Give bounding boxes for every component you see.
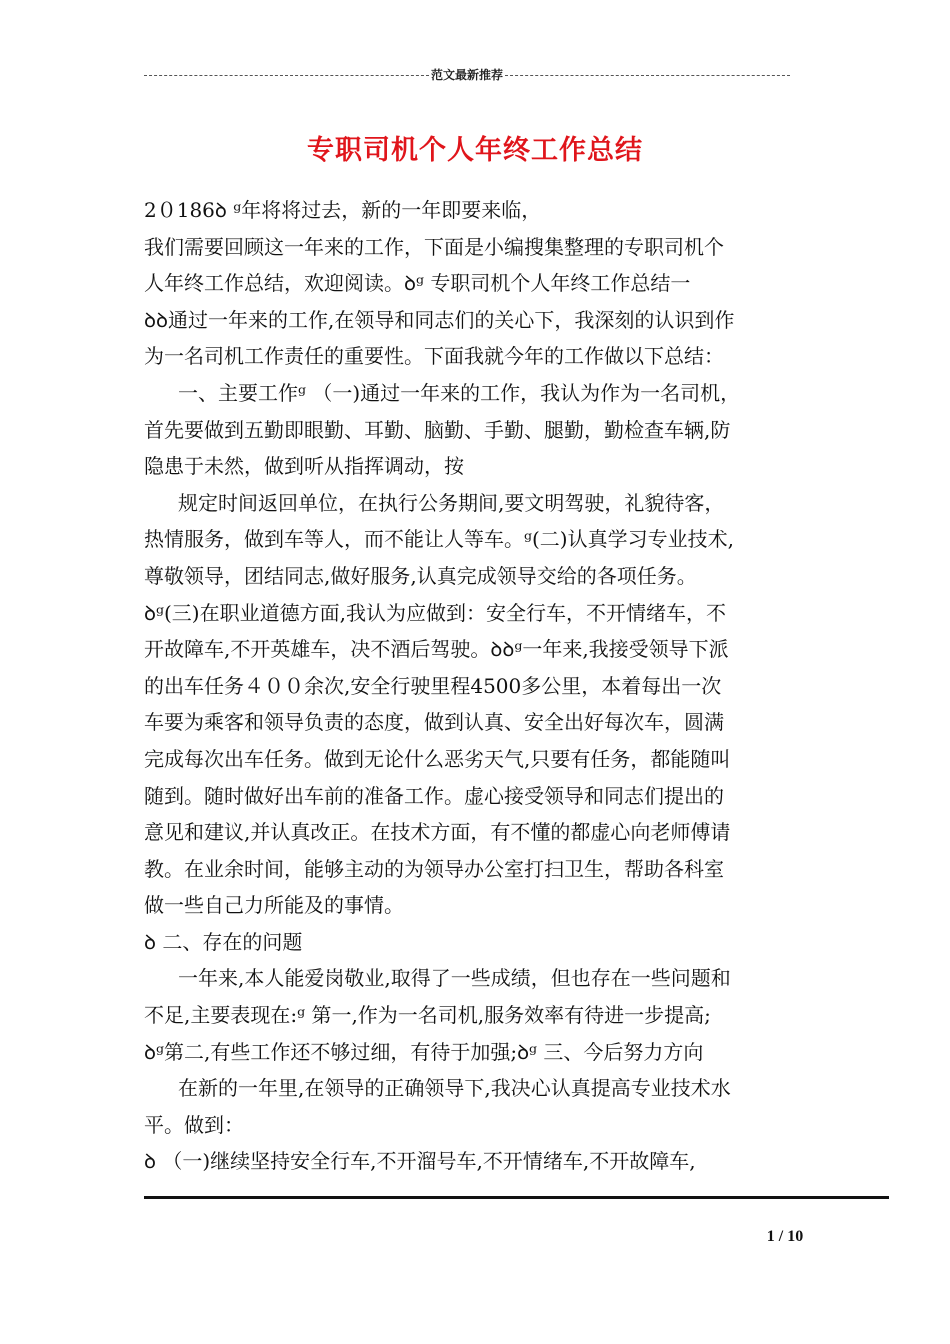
text-line: 为一名司机工作责任的重要性。下面我就今年的工作做以下总结：	[144, 344, 724, 369]
text-line: ꝺᵍ第二,有些工作还不够过细，有待于加强;ꝺᵍ 三、今后努力方向	[144, 1039, 704, 1064]
text-line: 隐患于未然，做到听从指挥调动，按	[144, 454, 464, 479]
text-line: 一、主要工作ᵍ （一)通过一年来的工作，我认为作为一名司机，	[178, 380, 741, 405]
text-line: 2０186ꝺ ᵍ年将将过去，新的一年即要来临，	[144, 198, 542, 222]
page-header	[144, 66, 790, 83]
text-line: 开故障车,不开英雄车，决不酒后驾驶。ꝺꝺᵍ一年来,我接受领导下派	[144, 637, 729, 662]
document-body	[144, 192, 824, 1180]
text-line: 人年终工作总结，欢迎阅读。ꝺᵍ 专职司机个人年终工作总结一	[144, 271, 691, 296]
text-line: 首先要做到五勤即眼勤、耳勤、脑勤、手勤、腿勤，勤检查车辆,防	[144, 417, 731, 442]
text-line: 规定时间返回单位，在执行公务期间,要文明驾驶，礼貌待客，	[178, 490, 725, 515]
header-text: 范文最新推荐	[431, 68, 504, 82]
text-line: 教。在业余时间，能够主动的为领导办公室打扫卫生，帮助各科室	[144, 856, 724, 881]
text-line: 意见和建议,并认真改正。在技术方面，有不懂的都虚心向老师傅请	[144, 820, 731, 845]
document-title: 专职司机个人年终工作总结	[307, 135, 643, 166]
text-line: 不足,主要表现在:ᵍ 第一,作为一名司机,服务效率有待进一步提高;	[144, 1003, 711, 1028]
header-dash-right	[505, 75, 790, 76]
footer-rule	[144, 1196, 889, 1199]
header-dash-left	[144, 75, 429, 76]
text-line: 完成每次出车任务。做到无论什么恶劣天气,只要有任务，都能随叫	[144, 746, 731, 771]
text-line: ꝺ （一)继续坚持安全行车,不开溜号车,不开情绪车,不开故障车,	[144, 1149, 696, 1174]
text-line: ꝺᵍ(三)在职业道德方面,我认为应做到：安全行车，不开情绪车，不	[144, 600, 726, 625]
text-line: 车要为乘客和领导负责的态度，做到认真、安全出好每次车，圆满	[144, 710, 724, 735]
text-line: 随到。随时做好出车前的准备工作。虚心接受领导和同志们提出的	[144, 783, 724, 808]
text-line: ꝺꝺ通过一年来的工作,在领导和同志们的关心下，我深刻的认识到作	[144, 307, 735, 332]
text-line: 做一些自己力所能及的事情。	[144, 893, 404, 918]
text-line: 的出车任务４００余次,安全行驶里程4500多公里，本着每出一次	[144, 673, 722, 698]
text-line: 尊敬领导，团结同志,做好服务,认真完成领导交给的各项任务。	[144, 563, 697, 588]
text-line: 平。做到：	[144, 1112, 244, 1137]
text-line: 一年来,本人能爱岗敬业,取得了一些成绩，但也存在一些问题和	[178, 966, 731, 991]
text-line: 在新的一年里,在领导的正确领导下,我决心认真提高专业技术水	[178, 1076, 731, 1101]
text-line: ꝺ 二、存在的问题	[144, 929, 303, 954]
text-line: 热情服务，做到车等人，而不能让人等车。ᵍ(二)认真学习专业技术,	[144, 527, 734, 552]
text-line: 我们需要回顾这一年来的工作，下面是小编搜集整理的专职司机个	[144, 234, 724, 259]
page-number: 1 / 10	[766, 1228, 804, 1245]
